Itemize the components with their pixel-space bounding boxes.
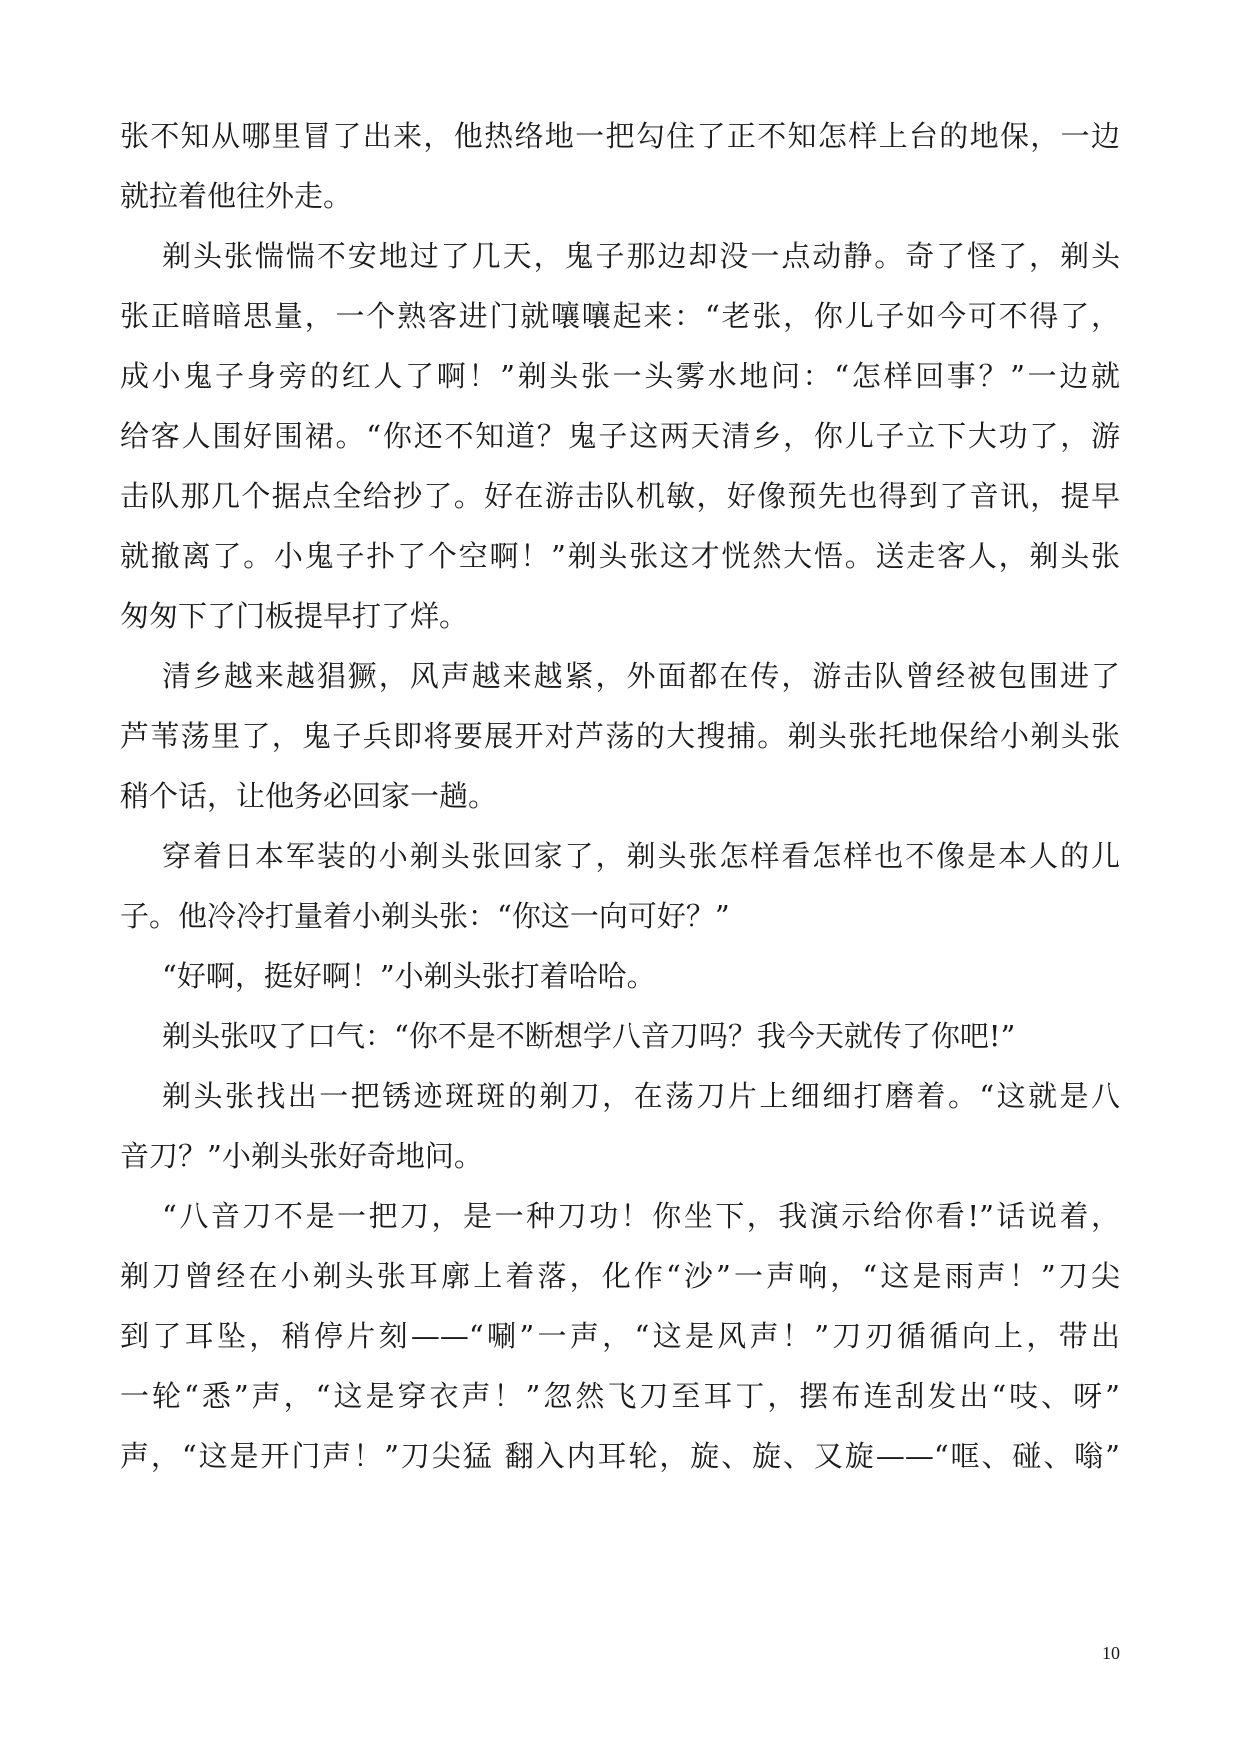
- text-line: 给客人围好围裙。“你还不知道？鬼子这两天清乡，你儿子立下大功了，游: [120, 419, 1120, 453]
- text-line: 稍个话，让他务必回家一趟。: [120, 779, 498, 813]
- text-line: 剃头张叹了口气：“你不是不断想学八音刀吗？我今天就传了你吧!”: [162, 1019, 1016, 1053]
- text-line: 张正暗暗思量，一个熟客进门就嚷嚷起来：“老张，你儿子如今可不得了，: [120, 299, 1120, 333]
- text-line: 剃头张找出一把锈迹斑斑的剃刀，在荡刀片上细细打磨着。“这就是八: [162, 1079, 1120, 1113]
- text-line: 剃刀曾经在小剃头张耳廓上着落，化作“沙”一声响，“这是雨声！”刀尖: [120, 1259, 1120, 1293]
- text-line: 成小鬼子身旁的红人了啊！”剃头张一头雾水地问：“怎样回事？”一边就: [120, 359, 1120, 393]
- text-line: 击队那几个据点全给抄了。好在游击队机敏，好像预先也得到了音讯，提早: [120, 479, 1120, 513]
- text-line: 就撤离了。小鬼子扑了个空啊！”剃头张这才恍然大悟。送走客人，剃头张: [120, 539, 1120, 573]
- page-number: 10: [1102, 1643, 1120, 1663]
- text-line: 声，“这是开门声！”刀尖猛 翻入内耳轮，旋、旋、又旋——“哐、碰、嗡”: [120, 1439, 1120, 1473]
- text-line: 剃头张惴惴不安地过了几天，鬼子那边却没一点动静。奇了怪了，剃头: [162, 239, 1120, 273]
- text-line: 音刀？”小剃头张好奇地问。: [120, 1139, 483, 1173]
- text-line: 芦苇荡里了，鬼子兵即将要展开对芦荡的大搜捕。剃头张托地保给小剃头张: [120, 719, 1120, 753]
- text-line: 就拉着他往外走。: [120, 179, 353, 213]
- text-line: 子。他冷冷打量着小剃头张：“你这一向可好？”: [120, 899, 730, 933]
- text-line: “八音刀不是一把刀，是一种刀功！你坐下，我演示给你看!”话说着，: [162, 1199, 1120, 1233]
- text-line: 到了耳坠，稍停片刻——“唰”一声，“这是风声！”刀刃循循向上，带出: [120, 1319, 1120, 1353]
- text-line: 张不知从哪里冒了出来，他热络地一把勾住了正不知怎样上台的地保，一边: [120, 119, 1120, 153]
- text-line: 穿着日本军装的小剃头张回家了，剃头张怎样看怎样也不像是本人的儿: [162, 839, 1120, 873]
- text-line: 匆匆下了门板提早打了烊。: [120, 599, 469, 633]
- text-line: 清乡越来越猖獗，风声越来越紧，外面都在传，游击队曾经被包围进了: [162, 659, 1120, 693]
- text-line: 一轮“悉”声，“这是穿衣声！”忽然飞刀至耳丁，摆布连刮发出“吱、呀”: [120, 1379, 1120, 1413]
- text-line: “好啊，挺好啊！”小剃头张打着哈哈。: [162, 959, 656, 993]
